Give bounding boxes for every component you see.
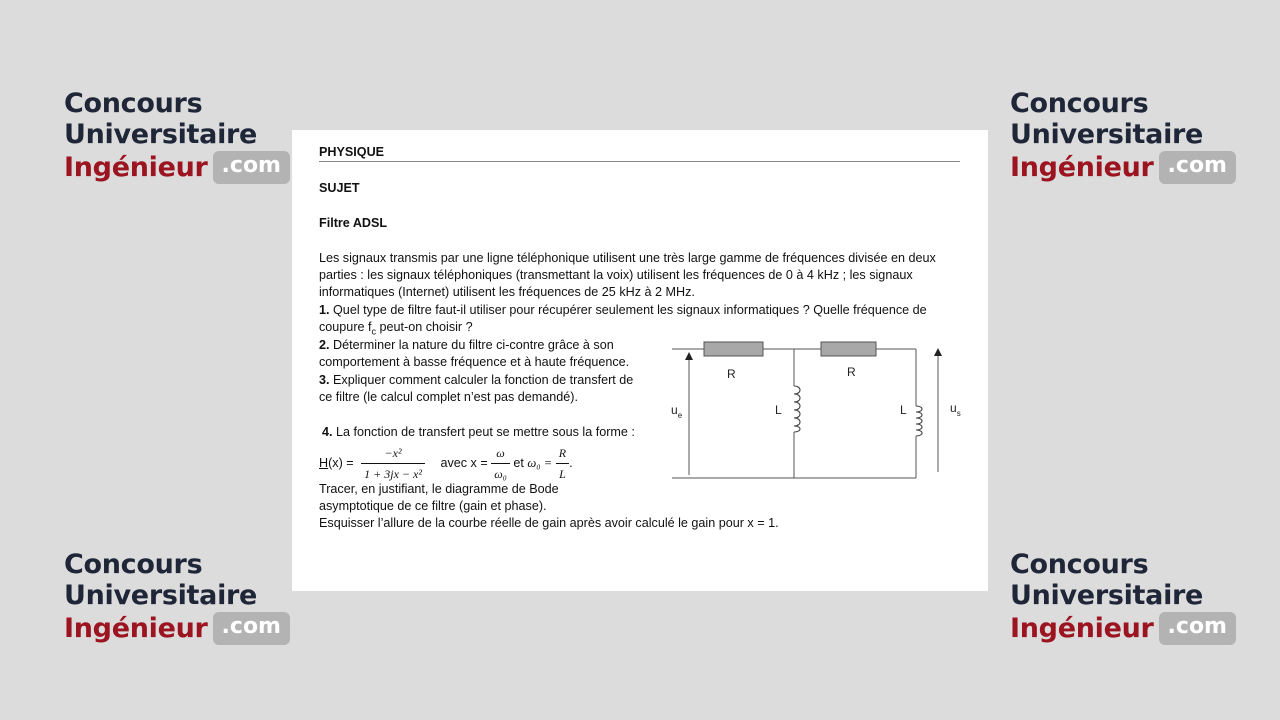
transfer-function: H(x) = $\frac{\text{−x²}}{\text{1 + 3jx − x²}}$ avec x = $\frac{\omega}{\text{ω₀}}$ et ω₀ = $\frac{R}{L}$ .: [319, 443, 573, 484]
brand-logo-bottom-right: [1010, 549, 1250, 645]
intro-line-2: parties : les signaux téléphoniques (transmettant la voix) utilisent les fréquences de 0 à 4 kHz ; les signaux: [319, 268, 913, 282]
label-l2: L: [900, 403, 907, 417]
brand-line-1: Concours: [1010, 88, 1149, 119]
question-3-line-2: ce filtre (le calcul complet n’est pas demandé).: [319, 390, 578, 404]
brand-line-2: Universitaire: [1010, 119, 1204, 150]
brand-domain: .com: [213, 612, 290, 645]
brand-line-3: Ingénieur: [1010, 612, 1154, 644]
subject-heading: SUJET: [319, 181, 360, 195]
brand-line-3: Ingénieur: [64, 151, 208, 183]
label-r1: R: [727, 367, 736, 381]
brand-line-1: Concours: [64, 549, 203, 580]
question-4-line-1: 4. La fonction de transfert peut se mettre sous la forme :: [322, 425, 635, 439]
brand-line-2: Universitaire: [64, 580, 258, 611]
brand-line-2: Universitaire: [1010, 580, 1204, 611]
ue-arrow-head: [685, 352, 693, 360]
label-l1: L: [775, 403, 782, 417]
label-us: $u_s$: [950, 401, 961, 418]
inductor-1: [794, 386, 800, 432]
document-page: [292, 130, 988, 591]
question-1-line-2: coupure $f_c$ peut-on choisir ?: [319, 320, 473, 337]
resistor-1: [704, 342, 763, 356]
brand-line-3: Ingénieur: [64, 612, 208, 644]
us-arrow-head: [934, 348, 942, 356]
brand-domain: .com: [1159, 151, 1236, 184]
instruction-line-1: Tracer, en justifiant, le diagramme de Bode: [319, 482, 559, 496]
brand-line-1: Concours: [1010, 549, 1149, 580]
instruction-line-2: asymptotique de ce filtre (gain et phase).: [319, 499, 547, 513]
label-r2: R: [847, 365, 856, 379]
formula-avec: avec x =: [440, 455, 488, 470]
formula-h: H: [319, 455, 329, 470]
brand-logo-top-left: [64, 88, 304, 184]
question-2-line-1: 2. Déterminer la nature du filtre ci-contre grâce à son: [319, 338, 614, 352]
resistor-2: [821, 342, 876, 356]
intro-line-1: Les signaux transmis par une ligne téléphonique utilisent une très large gamme de fréquences divisée en deux: [319, 251, 936, 265]
brand-line-2: Universitaire: [64, 119, 258, 150]
section-rule: [319, 161, 960, 162]
label-ue: $u_e$: [671, 403, 683, 420]
brand-logo-bottom-left: [64, 549, 304, 645]
brand-line-3: Ingénieur: [1010, 151, 1154, 183]
intro-line-3: informatiques (Internet) utilisent les fréquences de 25 kHz à 2 MHz.: [319, 285, 695, 299]
inductor-2: [916, 406, 922, 436]
brand-domain: .com: [1159, 612, 1236, 645]
brand-line-1: Concours: [64, 88, 203, 119]
rl-filter-circuit-diagram: [667, 340, 967, 485]
formula-numerator: −x²: [361, 443, 425, 464]
brand-domain: .com: [213, 151, 290, 184]
formula-denominator: 1 + 3jx − x²: [364, 467, 422, 481]
exercise-title: Filtre ADSL: [319, 216, 388, 230]
section-title: PHYSIQUE: [319, 145, 385, 159]
instruction-line-3: Esquisser l’allure de la courbe réelle de gain après avoir calculé le gain pour x = 1.: [319, 516, 779, 530]
question-3-line-1: 3. Expliquer comment calculer la fonction de transfert de: [319, 373, 634, 387]
question-2-line-2: comportement à basse fréquence et à haute fréquence.: [319, 355, 630, 369]
brand-logo-top-right: [1010, 88, 1250, 184]
question-1-line-1: 1. Quel type de filtre faut-il utiliser pour récupérer seulement les signaux informatiques ? Quelle fréquence de: [319, 303, 927, 317]
